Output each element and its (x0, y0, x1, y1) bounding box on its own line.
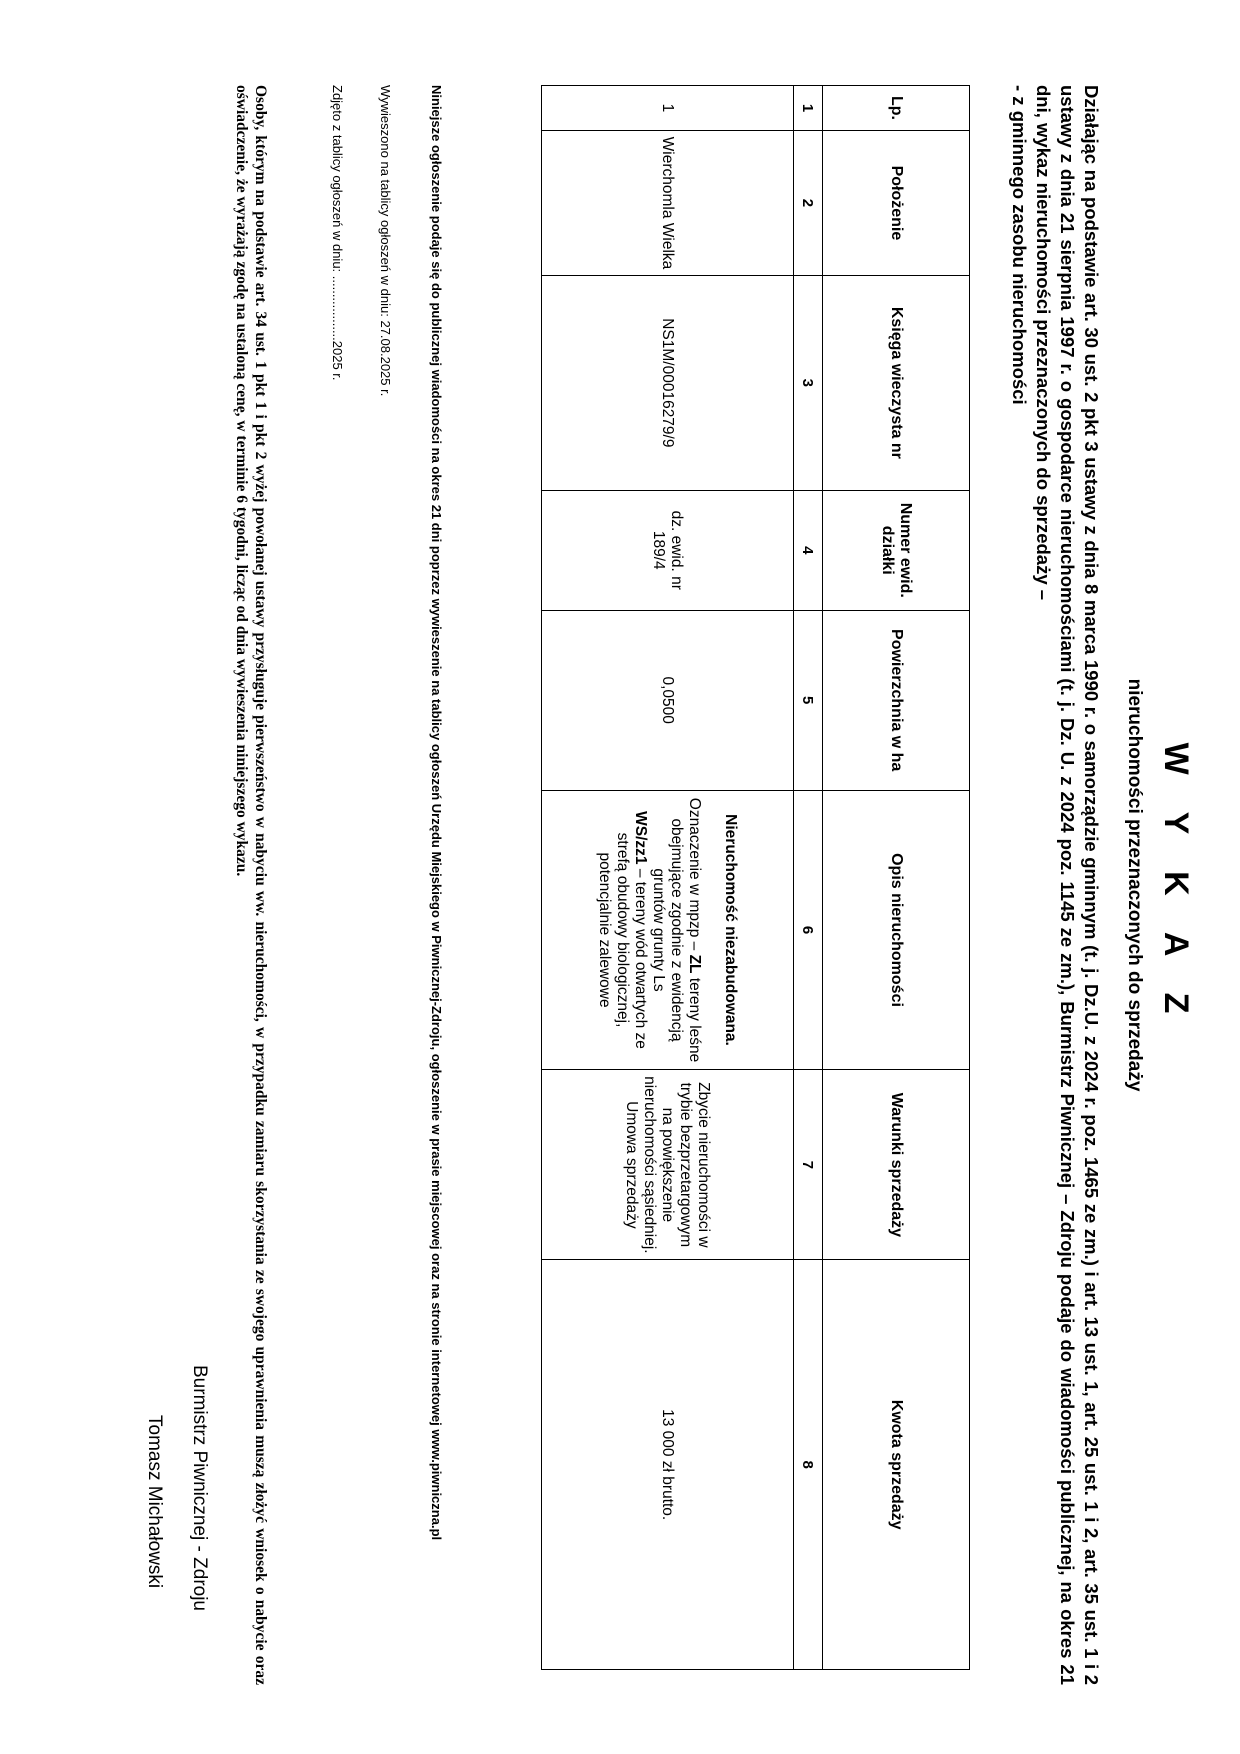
header-kwota: Kwota sprzedaży (823, 1260, 970, 1670)
cell-dzialka: dz. ewid. nr 189/4 (542, 490, 794, 610)
opis-title: Nieruchomość niezabudowana. (722, 814, 740, 1046)
removed-date: Zdjęto z tablicy ogłoszeń w dniu: ..................2025 r. (330, 85, 345, 381)
cell-kwota: 13 000 zł brutto. (542, 1260, 794, 1670)
cell-polozenie: Wierchomla Wielka (542, 130, 794, 275)
publication-notice: Niniejsze ogłoszenie podaje się do publicznej wiadomości na okres 21 dni poprzez wywieszenie na tablicy ogłoszeń Urzędu Miejskiego w Piwnicznej-Zdroju, ogłoszenie w prasie miejscowej oraz na stronie internetowej www.piwniczna.pl (429, 85, 444, 1541)
header-dzialka: Numer ewid. działki (823, 490, 970, 610)
opis-line-1: Oznaczenie w mpzp – (686, 797, 704, 955)
column-number: 7 (794, 1070, 823, 1260)
cell-lp: 1 (542, 86, 794, 131)
posted-date: Wywieszono na tablicy ogłoszeń w dniu: 27.08.2025 r. (378, 85, 393, 397)
opis-text (596, 795, 704, 1066)
header-warunki: Warunki sprzedaży (823, 1070, 970, 1260)
header-polozenie: Położenie (823, 130, 970, 275)
column-number: 8 (794, 1260, 823, 1670)
opis-line-2: – tereny wód otwartych ze strefą obudowy biologicznej, potencjalnie zalewowe (596, 832, 650, 1049)
header-opis: Opis nieruchomości (823, 790, 970, 1070)
warunki-text-2: Umowa sprzedaży (623, 1101, 641, 1229)
column-number: 2 (794, 130, 823, 275)
warunki-text: Zbycie nieruchomości w trybie bezprzetargowym na powiększenie nieruchomości sąsiedniej. (641, 1076, 713, 1254)
cell-powierzchnia: 0,0500 (542, 610, 794, 790)
cell-opis (542, 790, 794, 1070)
intro-paragraph (1007, 85, 1103, 1685)
column-number: 5 (794, 610, 823, 790)
header-lp: Lp. (823, 86, 970, 131)
table-header-row (823, 86, 970, 1670)
opis-ws: WS/zz1 (632, 811, 650, 865)
opis-line-1b: tereny leśne obejmujące zgodnie z ewidencją gruntów grunty Ls (650, 818, 704, 1063)
intro-line-1: Działając na podstawie art. 30 ust. 2 pkt 3 ustawy z dnia 8 marca 1990 r. o samorządzie gminnym (t. j. Dz.U. z 2024 r. poz. 1465 ze zm.) i art. 13 ust. 1, art. 25 ust. 1 i 2, art. 35 ust. 1 i 2 ustawy z dnia 21 sierpnia 1997 r. o gospodarce nieruchomościami (t. j. Dz. U. z 2024 poz. 1145 ze zm.), Burmistrz Piwnicznej – Zdroju podaje do wiadomości publicznej, na okres 21 dni, wykaz nieruchomości przeznaczonych do sprzedaży – (1033, 85, 1102, 1685)
column-number: 4 (794, 490, 823, 610)
signature-role: Burmistrz Piwnicznej - Zdroju (189, 1365, 210, 1611)
opis-zl: ZL (686, 954, 704, 974)
cell-ksiega: NS1M/00016279/9 (542, 275, 794, 490)
intro-line-2: - z gminnego zasobu nieruchomości (1009, 85, 1030, 405)
column-number: 6 (794, 790, 823, 1070)
document-subtitle: nieruchomości przeznaczonych do sprzedaży (1124, 678, 1145, 1092)
header-ksiega: Księga wieczysta nr (823, 275, 970, 490)
document-title: W Y K A Z (1157, 742, 1195, 1028)
cell-warunki (542, 1070, 794, 1260)
document-page (135, 85, 1215, 1685)
signature-name: Tomasz Michałowski (144, 1415, 165, 1589)
column-number: 1 (794, 86, 823, 131)
column-number: 3 (794, 275, 823, 490)
header-powierzchnia: Powierzchnia w ha (823, 610, 970, 790)
column-number-row (794, 86, 823, 1670)
table-row (542, 86, 794, 1670)
priority-rights-paragraph: Osoby, którym na podstawie art. 34 ust. 1 pkt 1 i pkt 2 wyżej powołanej ustawy przysługuje pierwszeństwo w nabyciu ww. nieruchomości, w przypadku zamiaru skorzystania ze swojego uprawnienia muszą złożyć wniosek o nabycie oraz oświadczenie, że wyrażają zgodę na ustaloną cenę, w terminie 6 tygodni, licząc od dnia wywieszenia niniejszego wykazu. (233, 85, 269, 1685)
property-table (541, 85, 970, 1670)
